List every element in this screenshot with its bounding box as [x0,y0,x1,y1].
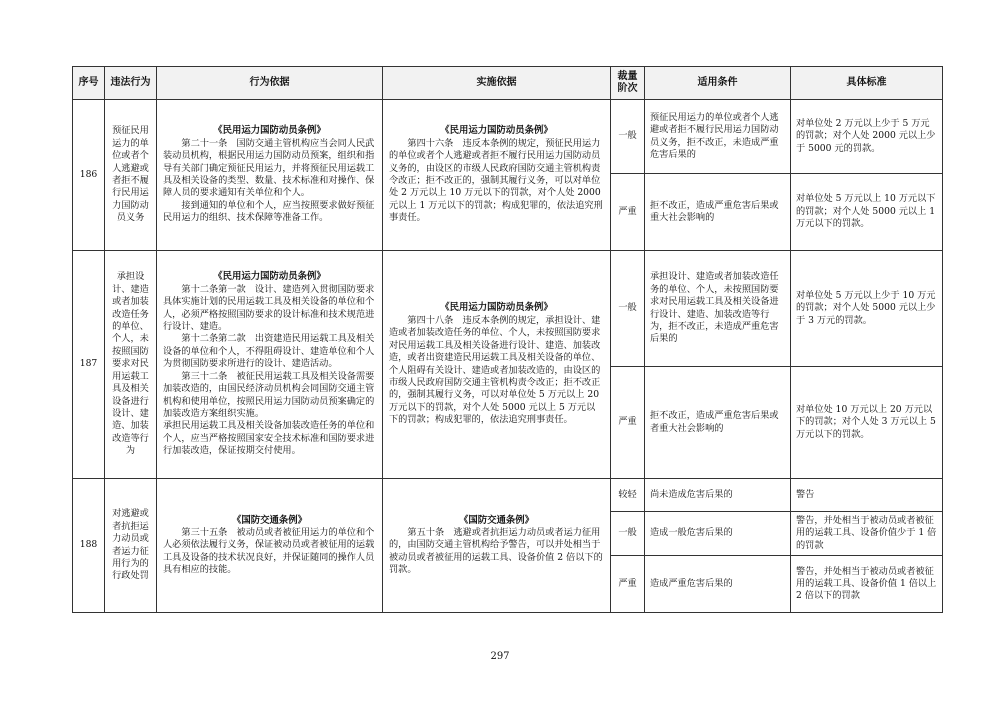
row-act: 预征民用运力的单位或者个人逃避或者拒不履行民用运力国防动员义务 [105,100,157,251]
basis-paragraph: 第三十二条 被征民用运载工具及相关设备需要加装改造的，由国民经济动员机构会同国防交通主管机构和使用单位，按照民用运力国防动员预案确定的加装改造方案组织实施。 [163,370,375,419]
row-level: 一般 [611,251,645,367]
basis-paragraph: 第二十一条 国防交通主管机构应当会同人民武装动员机构，根据民用运力国防动员预案，组织和指导有关部门确定预征民用运力，并将预征民用运载工具及相关设备的类型、数量、技术标准和对操作、保障人员的要求通知有关单位和个人。 [163,137,375,199]
row-seq: 186 [73,100,105,251]
header-act: 违法行为 [105,67,157,100]
row-impl [383,479,611,613]
header-impl: 实施依据 [383,67,611,100]
header-level: 裁量阶次 [611,67,645,100]
basis-law-title: 《民用运力国防动员条例》 [213,125,326,137]
row-act: 承担设计、建造或者加装改造任务的单位、个人，未按照国防要求对民用运载工具及相关设备进行设计、建造、加装改造等行为 [105,251,157,479]
row-std: 对单位处 10 万元以上 20 万元以下的罚款；对个人处 3 万元以上 5 万元以下的罚款。 [791,367,943,479]
basis-paragraph: 承担民用运载工具及相关设备加装改造任务的单位和个人，应当严格按照国家安全技术标准和国防要求进行加装改造，保证按期交付使用。 [163,420,375,457]
row-cond: 拒不改正，造成严重危害后果或重大社会影响的 [645,174,791,251]
row-cond: 承担设计、建造或者加装改造任务的单位、个人，未按照国防要求对民用运载工具及相关设备进行设计、建造、加装改造等行为，拒不改正，未造成严重危害后果的 [645,251,791,367]
row-std: 对单位处 2 万元以上少于 5 万元的罚款；对个人处 2000 元以上少于 5000 元的罚款。 [791,100,943,174]
header-cond: 适用条件 [645,67,791,100]
row-std: 警告 [791,479,943,512]
row-level: 严重 [611,367,645,479]
row-cond: 尚未造成危害后果的 [645,479,791,512]
row-impl [383,100,611,251]
row-cond: 拒不改正，造成严重危害后果或者重大社会影响的 [645,367,791,479]
row-seq: 188 [73,479,105,613]
table-row [73,479,943,512]
basis-paragraph: 第三十五条 被动员或者被征用运力的单位和个人必须依法履行义务，保证被动员或者被征用的运载工具及设备的技术状况良好，并保证随同的操作人员具有相应的技能。 [163,527,375,576]
row-cond: 预征民用运力的单位或者个人逃避或者拒不履行民用运力国防动员义务，拒不改正，未造成严重危害后果的 [645,100,791,174]
basis-paragraph: 第十二条第一款 设计、建造列入贯彻国防要求具体实施计划的民用运载工具及相关设备的单位和个人，必须严格按照国防要求的设计标准和技术规范进行设计、建造。 [163,283,375,333]
impl-law-title: 《民用运力国防动员条例》 [440,302,553,314]
row-level: 严重 [611,174,645,251]
row-level: 严重 [611,556,645,613]
basis-law-title: 《国防交通条例》 [231,514,307,526]
impl-paragraph: 第四十八条 违反本条例的规定，承担设计、建造或者加装改造任务的单位、个人，未按照国防要求对民用运载工具及相关设备进行设计、建造、加装改造，或者出资建造民用运载工具及相关设备的单位、个人阻碍有关设计、建造或者加装改造的，由设区的市级人民政府国防交通主管机构责令改正；拒不改正的，强制其履行义务，可以对单位处 5 万元以上 20 万元以下的罚款，对个人处 5000 元以上 5 万元以下的罚款；构成犯罪的，依法追究刑事责任。 [389,314,601,426]
impl-law-title: 《民用运力国防动员条例》 [440,125,553,137]
row-cond: 造成一般危害后果的 [645,512,791,556]
impl-paragraph: 第五十条 逃避或者抗拒运力动员或者运力征用的，由国防交通主管机构给予警告，可以并处相当于被动员或者被征用的运载工具、设备价值 2 倍以下的罚款。 [389,527,603,576]
row-cond: 造成严重危害后果的 [645,556,791,613]
row-basis [157,251,383,479]
penalty-table [72,66,943,613]
impl-law-title: 《国防交通条例》 [458,514,534,526]
impl-paragraph: 第四十六条 违反本条例的规定，预征民用运力的单位或者个人逃避或者拒不履行民用运力国防动员义务的，由设区的市级人民政府国防交通主管机构责令改正；拒不改正的，强制其履行义务，可以对单位处 2 万元以上 10 万元以下的罚款，对个人处 2000 元以上 1 万元以下的罚款；构成犯罪的，依法追究刑事责任。 [389,137,603,224]
row-std: 对单位处 5 万元以上 10 万元以下的罚款；对个人处 5000 元以上 1 万元以下的罚款。 [791,174,943,251]
row-act: 对逃避或者抗拒运力动员或者运力征用行为的行政处罚 [105,479,157,613]
page-number: 297 [490,651,510,662]
basis-law-title: 《民用运力国防动员条例》 [213,271,326,283]
row-level: 一般 [611,100,645,174]
row-std: 警告，并处相当于被动员或者被征用的运载工具、设备价值 1 倍以上 2 倍以下的罚款 [791,556,943,613]
row-level: 较轻 [611,479,645,512]
row-seq: 187 [73,251,105,479]
row-std: 警告，并处相当于被动员或者被征用的运载工具、设备价值少于 1 倍的罚款 [791,512,943,556]
table-row [73,251,943,367]
row-std: 对单位处 5 万元以上少于 10 万元的罚款；对个人处 5000 元以上少于 3 万元的罚款。 [791,251,943,367]
row-basis [157,479,383,613]
header-row [73,67,943,100]
basis-paragraph: 第十二条第二款 出资建造民用运载工具及相关设备的单位和个人，不得阻碍设计、建造单位和个人为贯彻国防要求所进行的设计、建造活动。 [163,333,375,370]
header-seq: 序号 [73,67,105,100]
header-std: 具体标准 [791,67,943,100]
row-impl [383,251,611,479]
basis-paragraph: 接到通知的单位和个人，应当按照要求做好预征民用运力的组织、技术保障等准备工作。 [163,199,375,224]
header-basis: 行为依据 [157,67,383,100]
row-basis [157,100,383,251]
row-level: 一般 [611,512,645,556]
table-row [73,100,943,174]
